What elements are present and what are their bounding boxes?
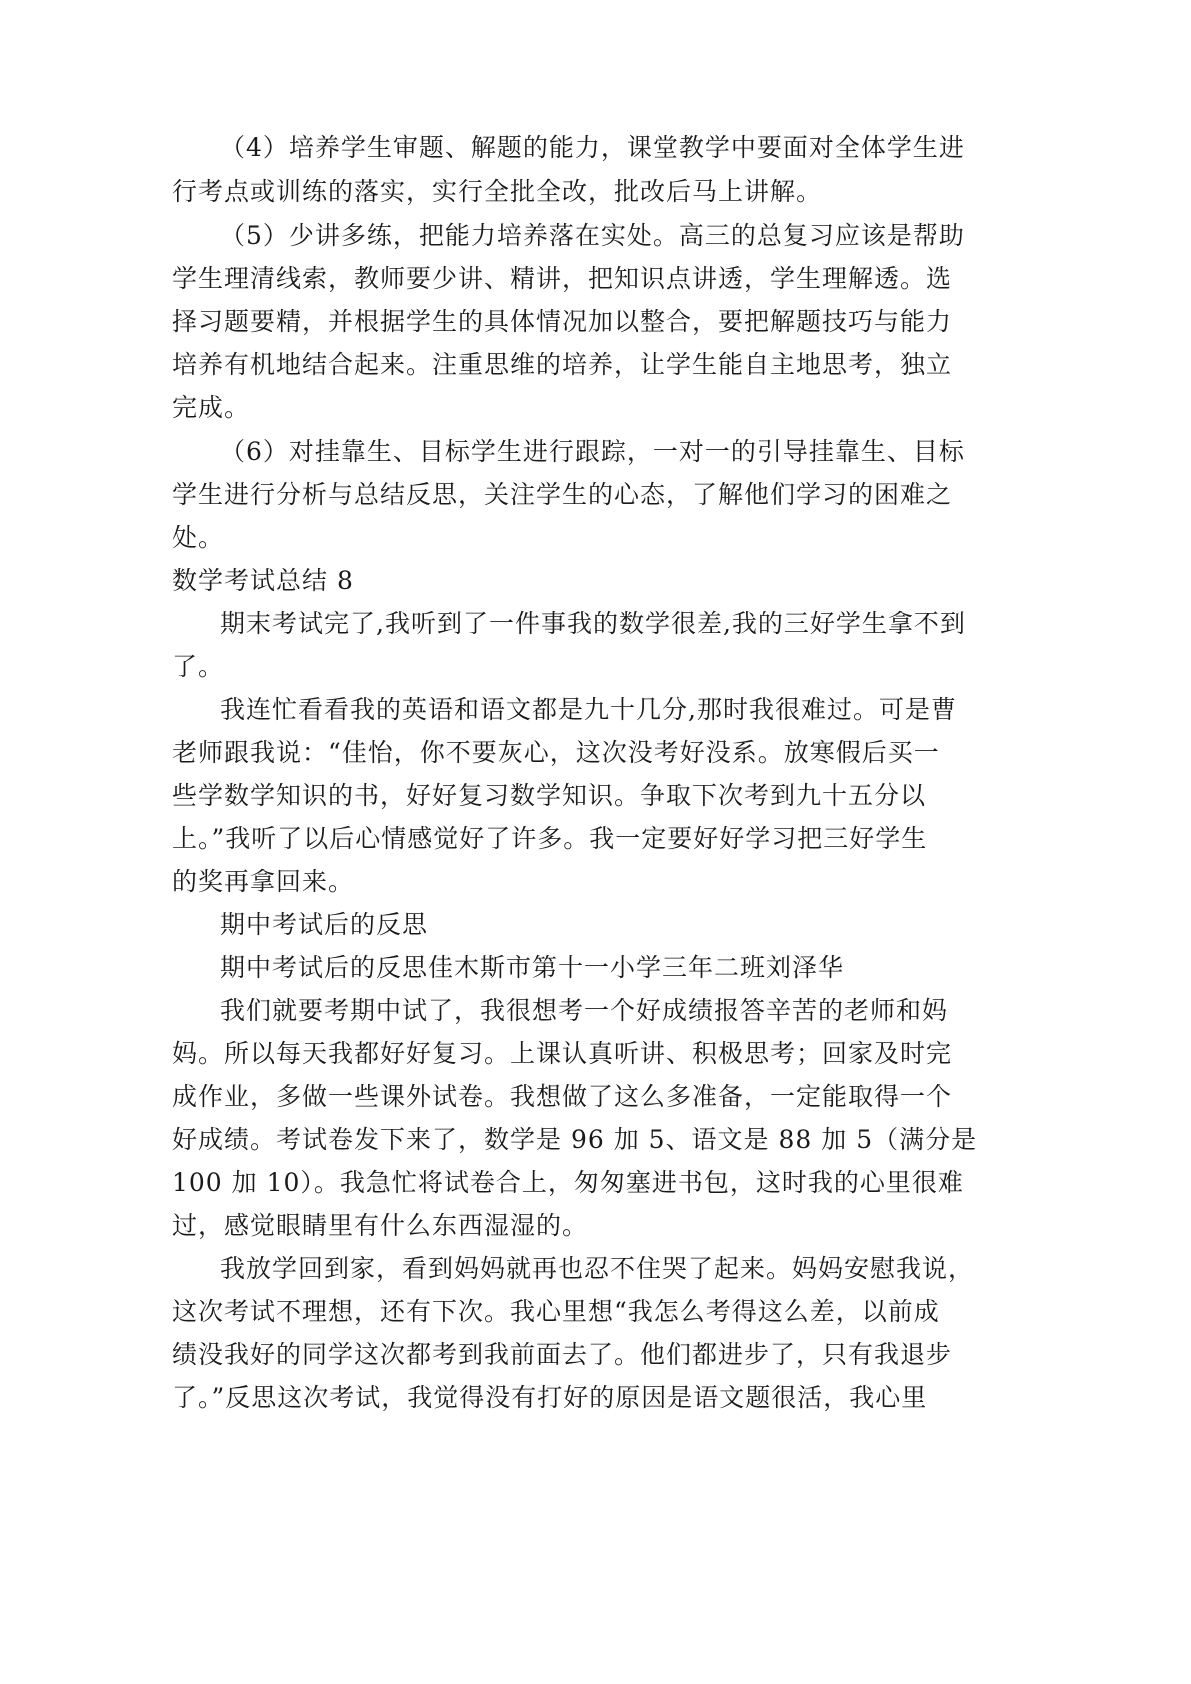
text-line: 学生理清线索，教师要少讲、精讲，把知识点讲透，学生理解透。选 xyxy=(172,264,953,293)
text-line: 这次考试不理想，还有下次。我心里想“我怎么考得这么差，以前成 xyxy=(172,1297,940,1326)
text-line: 我连忙看看我的英语和语文都是九十几分,那时我很难过。可是曹 xyxy=(220,695,957,724)
text-line: 成作业，多做一些课外试卷。我想做了这么多准备，一定能取得一个 xyxy=(172,1082,953,1111)
text-line: 期末考试完了,我听到了一件事我的数学很差,我的三好学生拿不到 xyxy=(220,609,966,638)
text-line: 了。”反思这次考试，我觉得没有打好的原因是语文题很活，我心里 xyxy=(172,1383,928,1412)
text-line: 我放学回到家，看到妈妈就再也忍不住哭了起来。妈妈安慰我说， xyxy=(220,1254,975,1283)
subsection-title: 期中考试后的反思 xyxy=(220,910,429,939)
text-line: 上。”我听了以后心情感觉好了许多。我一定要好好学习把三好学生 xyxy=(172,824,928,853)
text-line: 的奖再拿回来。 xyxy=(172,867,355,896)
text-line: 老师跟我说：“佳怡，你不要灰心，这次没考好没系。放寒假后买一 xyxy=(172,738,940,767)
text-line: 过，感觉眼睛里有什么东西湿湿的。 xyxy=(172,1211,589,1240)
text-line: 完成。 xyxy=(172,393,251,422)
text-line: 培养有机地结合起来。注重思维的培养，让学生能自主地思考，独立 xyxy=(172,350,953,379)
text-line: 我们就要考期中试了，我很想考一个好成绩报答辛苦的老师和妈 xyxy=(220,996,949,1025)
text-line: 行考点或训练的落实，实行全批全改，批改后马上讲解。 xyxy=(172,177,823,206)
text-line: 100 加 10）。我急忙将试卷合上，匆匆塞进书包，这时我的心里很难 xyxy=(172,1168,964,1197)
text-line: 择习题要精，并根据学生的具体情况加以整合，要把解题技巧与能力 xyxy=(172,307,953,336)
text-line: （5）少讲多练，把能力培养落在实处。高三的总复习应该是帮助 xyxy=(220,221,965,250)
section-heading: 数学考试总结 8 xyxy=(172,566,354,595)
text-line: 学生进行分析与总结反思，关注学生的心态，了解他们学习的困难之 xyxy=(172,480,953,509)
text-line: 期中考试后的反思佳木斯市第十一小学三年二班刘泽华 xyxy=(220,953,845,982)
text-line: （6）对挂靠生、目标学生进行跟踪，一对一的引导挂靠生、目标 xyxy=(220,437,965,466)
text-line: 好成绩。考试卷发下来了，数学是 96 加 5、语文是 88 加 5（满分是 xyxy=(172,1125,978,1154)
text-line: （4）培养学生审题、解题的能力，课堂教学中要面对全体学生进 xyxy=(220,133,965,162)
text-line: 绩没我好的同学这次都考到我前面去了。他们都进步了，只有我退步 xyxy=(172,1340,953,1369)
text-line: 了。 xyxy=(172,652,225,681)
text-line: 处。 xyxy=(172,523,225,552)
text-line: 妈。所以每天我都好好复习。上课认真听讲、积极思考；回家及时完 xyxy=(172,1039,953,1068)
text-line: 些学数学知识的书，好好复习数学知识。争取下次考到九十五分以 xyxy=(172,781,927,810)
